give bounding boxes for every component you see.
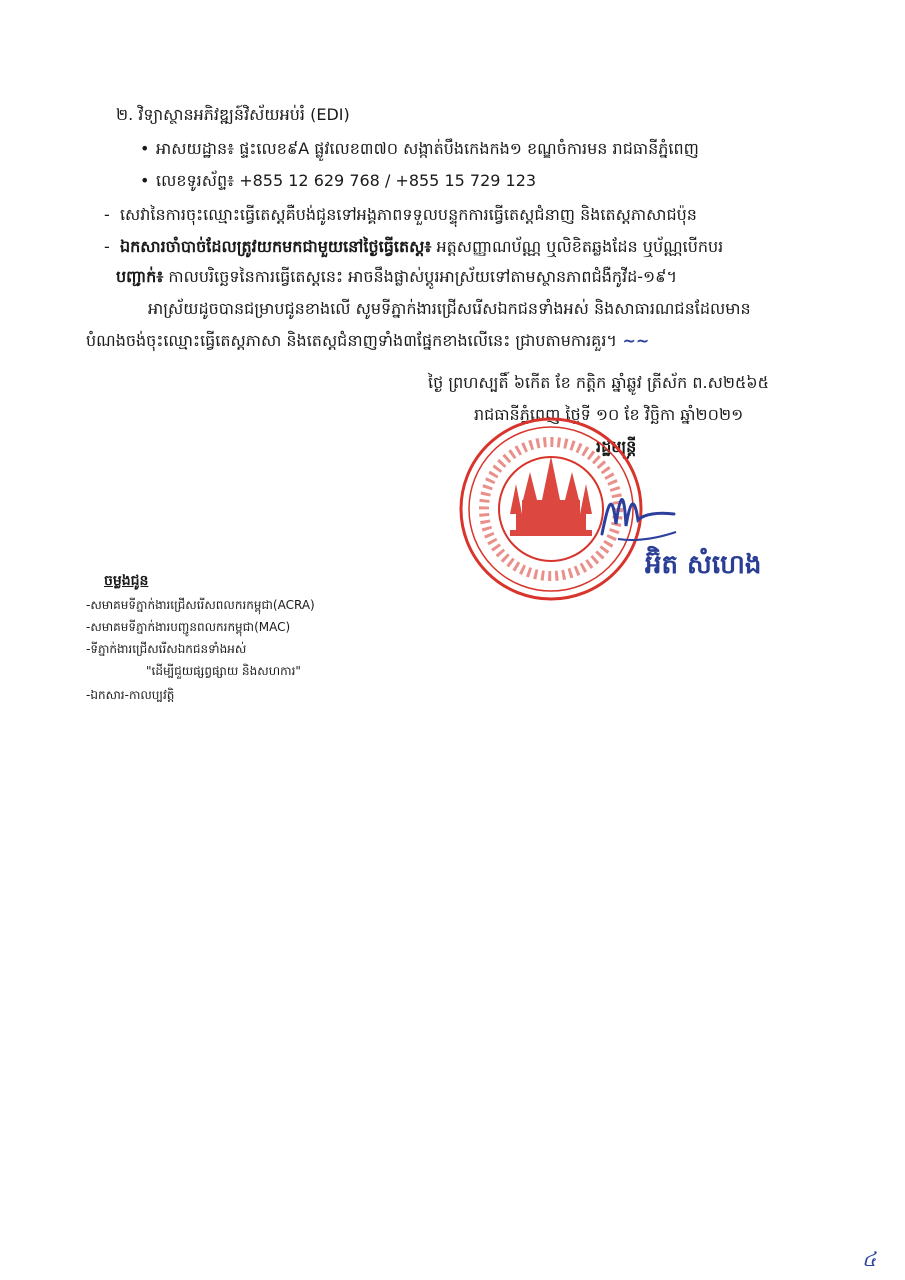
dash-marker: - [104, 237, 120, 256]
cc-item-acra: -សមាគមទីភ្នាក់ងារជ្រើសរើសពលករកម្ពុជា(ACRA) [86, 598, 315, 612]
address-text: អាសយដ្ឋាន៖ ផ្ទះលេខ៩A ផ្លូវលេខ៣៧០ សង្កាត់បឹងកេងកង១ ខណ្ឌចំការមន រាជធានីភ្នំពេញ [156, 139, 699, 158]
signer-name: អ៊ិត សំហេង [645, 550, 762, 580]
solar-date: រាជធានីភ្នំពេញ ថ្ងៃទី ១០ ខែ វិច្ឆិកា ឆ្នាំ២០២១ [474, 405, 744, 424]
phone-line [140, 170, 536, 192]
cc-item-agencies: -ទីភ្នាក់ងារជ្រើសរើសឯកជនទាំងអស់ [86, 642, 247, 656]
note-docs-bold: ឯកសារចាំបាច់ដែលត្រូវយកមកជាមួយនៅថ្ងៃធ្វើតេស្ត៖ [119, 237, 432, 256]
bullet-icon: • [140, 139, 150, 158]
minister-title: រដ្ឋមន្ត្រី [596, 437, 637, 456]
address-line [140, 138, 699, 160]
cc-item-mac: -សមាគមទីភ្នាក់ងារបញ្ជូនពលករកម្ពុជា(MAC) [86, 620, 291, 634]
note-docs [104, 236, 723, 258]
item2-heading: ២. វិទ្យាស្ថានអភិវឌ្ឍន៍វិស័យអប់រំ (EDI) [116, 105, 350, 124]
cc-item-archive: -ឯកសារ-កាលប្បវត្តិ [86, 688, 175, 702]
initials-mark: ~~ [616, 331, 650, 350]
closing-line-2-text: បំណងចង់ចុះឈ្មោះធ្វើតេស្តភាសា និងតេស្តជំនាញទាំង៣ផ្នែកខាងលើនេះ ជ្រាបតាមការគួរ។ [86, 331, 617, 350]
dash-marker: - [104, 205, 120, 224]
closing-line-2 [86, 330, 649, 352]
note-fee-text: សេវានៃការចុះឈ្មោះធ្វើតេស្តគឺបង់ជូនទៅអង្គភាពទទួលបន្ទុកការធ្វើតេស្តជំនាញ និងតេស្តភាសាជប៉ុន [119, 205, 697, 224]
bullet-icon: • [140, 171, 150, 190]
note-docs-rest: អត្តសញ្ញាណប័ណ្ណ ឬលិខិតឆ្លងដែន ឬប័ណ្ណបើកបរ [431, 237, 724, 256]
lunar-date: ថ្ងៃ ព្រហស្បតិ៍ ៦កើត ខែ កត្តិក ឆ្នាំឆ្លូវ ត្រីស័ក ព.ស២៥៦៥ [428, 373, 769, 392]
closing-line-1: អាស្រ័យដូចបានជម្រាបជូនខាងលើ សូមទីភ្នាក់ងារជ្រើសរើសឯកជនទាំងអស់ និងសាធារណជនដែលមាន [148, 299, 751, 318]
remark-bold: បញ្ជាក់៖ [116, 267, 164, 286]
remark-rest: កាលបរិច្ឆេទនៃការធ្វើតេស្តនេះ អាចនឹងផ្លាស់ប្តូរអាស្រ័យទៅតាមស្ថានភាពជំងឺកូវីដ-១៩។ [163, 267, 678, 286]
note-fee [104, 204, 697, 226]
signature-icon [598, 484, 678, 544]
cc-heading: ចម្លងជូន [104, 573, 149, 589]
phone-text: លេខទូរស័ព្ទ៖ +855 12 629 768 / +855 15 729 123 [156, 171, 537, 190]
page-number: ៤ [862, 1247, 877, 1271]
cc-item-note: "ដើម្បីជួយផ្សព្វផ្សាយ និងសហការ" [146, 664, 301, 678]
remark [116, 266, 677, 288]
